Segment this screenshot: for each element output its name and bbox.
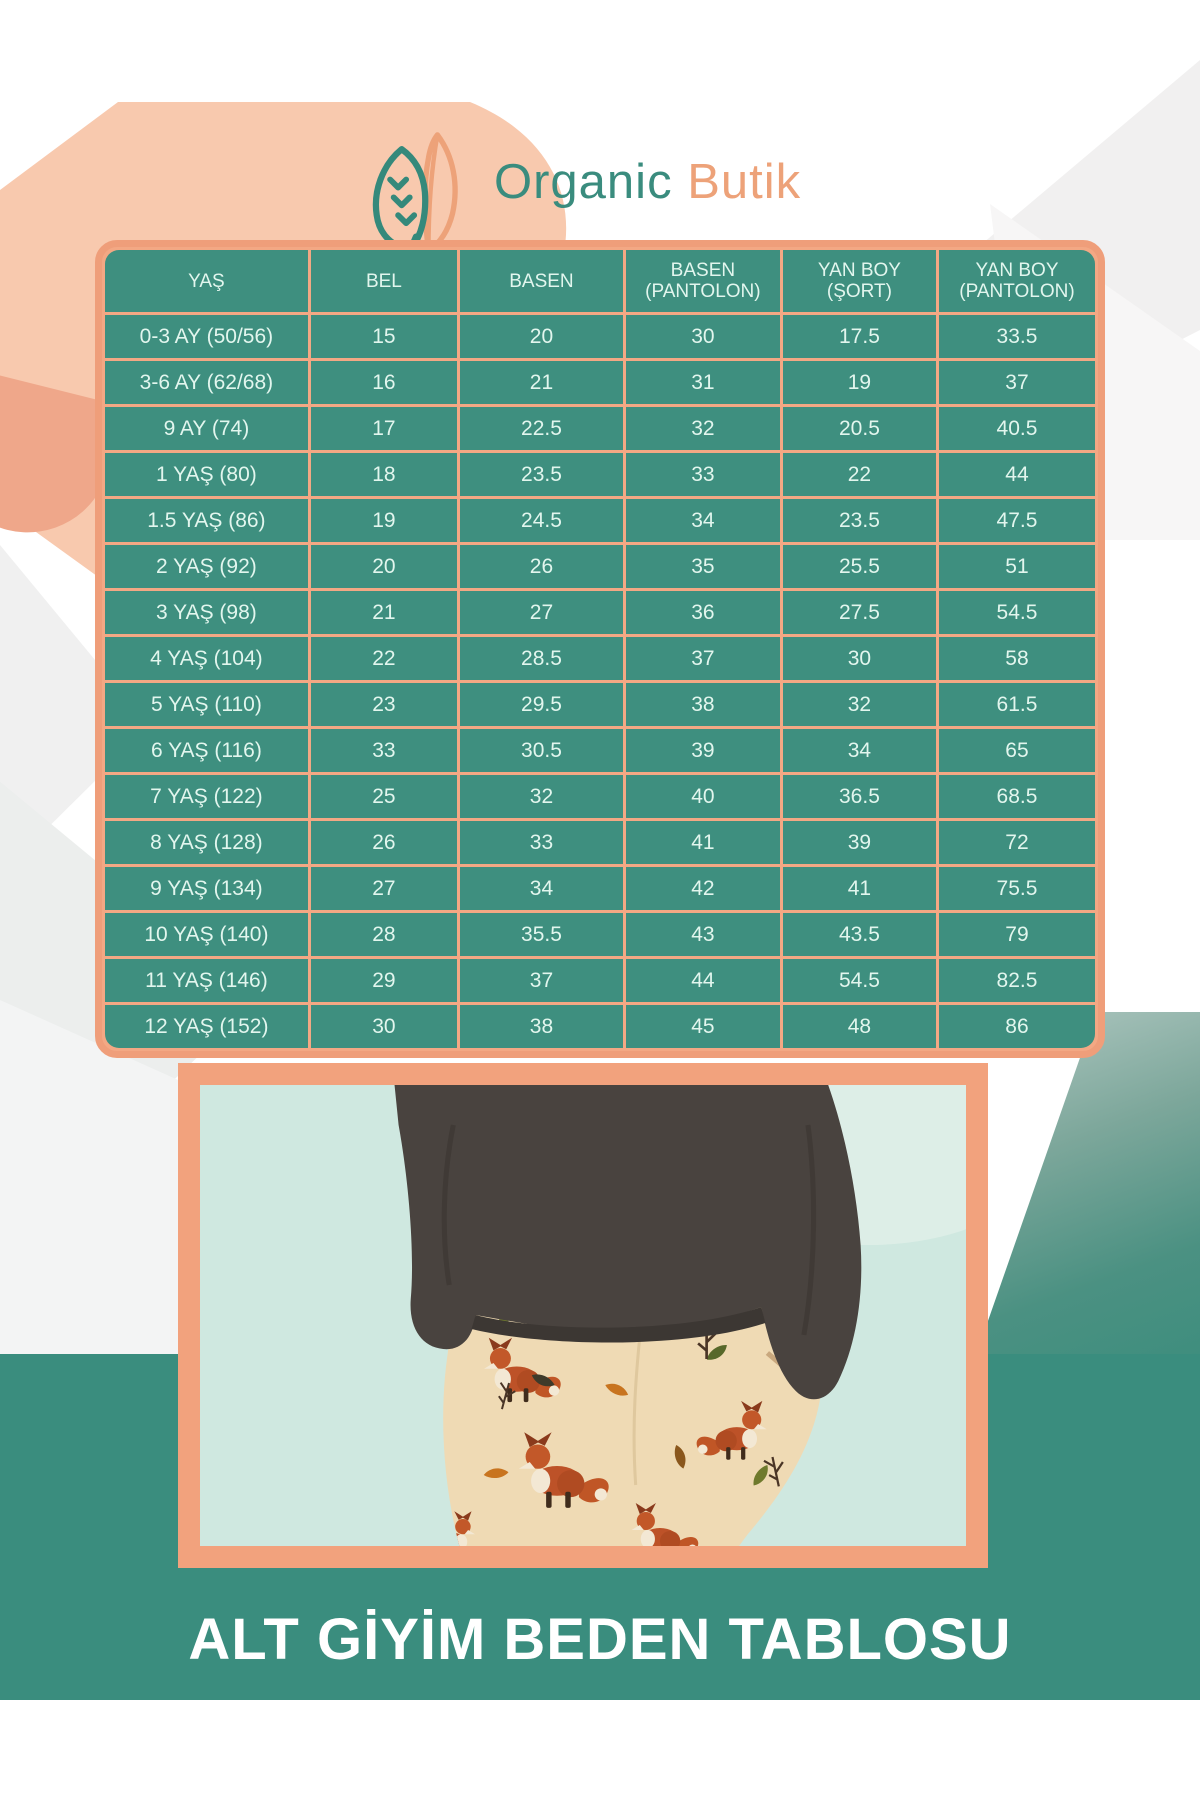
size-value-cell: 72 [939,821,1095,864]
column-header: YAN BOY (ŞORT) [783,250,936,312]
size-value-cell: 25 [311,775,457,818]
table-row [105,821,1095,864]
size-value-cell: 43.5 [783,913,936,956]
size-value-cell: 31 [626,361,780,404]
table-row [105,1005,1095,1048]
banner-title: ALT GİYİM BEDEN TABLOSU [188,1607,1012,1672]
size-value-cell: 37 [939,361,1095,404]
size-value-cell: 30 [783,637,936,680]
size-value-cell: 35.5 [460,913,623,956]
size-value-cell: 33 [626,453,780,496]
size-value-cell: 36 [626,591,780,634]
size-value-cell: 20.5 [783,407,936,450]
age-cell: 1.5 YAŞ (86) [105,499,308,542]
size-value-cell: 27 [460,591,623,634]
size-value-cell: 25.5 [783,545,936,588]
size-value-cell: 29 [311,959,457,1002]
size-value-cell: 30 [626,315,780,358]
age-cell: 9 AY (74) [105,407,308,450]
size-value-cell: 54.5 [783,959,936,1002]
size-value-cell: 28.5 [460,637,623,680]
size-value-cell: 51 [939,545,1095,588]
age-cell: 0-3 AY (50/56) [105,315,308,358]
size-value-cell: 16 [311,361,457,404]
size-value-cell: 39 [626,729,780,772]
size-value-cell: 44 [626,959,780,1002]
age-cell: 3-6 AY (62/68) [105,361,308,404]
size-value-cell: 41 [626,821,780,864]
size-value-cell: 48 [783,1005,936,1048]
age-cell: 5 YAŞ (110) [105,683,308,726]
size-value-cell: 20 [311,545,457,588]
table-header-row [105,250,1095,312]
size-value-cell: 19 [311,499,457,542]
size-value-cell: 86 [939,1005,1095,1048]
size-value-cell: 40.5 [939,407,1095,450]
age-cell: 8 YAŞ (128) [105,821,308,864]
size-value-cell: 47.5 [939,499,1095,542]
size-value-cell: 33 [311,729,457,772]
size-value-cell: 33.5 [939,315,1095,358]
size-value-cell: 22 [311,637,457,680]
size-value-cell: 68.5 [939,775,1095,818]
size-value-cell: 18 [311,453,457,496]
size-value-cell: 26 [460,545,623,588]
size-value-cell: 42 [626,867,780,910]
size-value-cell: 32 [460,775,623,818]
table-row [105,959,1095,1002]
size-value-cell: 33 [460,821,623,864]
size-value-cell: 17 [311,407,457,450]
size-value-cell: 34 [626,499,780,542]
size-value-cell: 34 [783,729,936,772]
size-value-cell: 22.5 [460,407,623,450]
table-row [105,407,1095,450]
age-cell: 1 YAŞ (80) [105,453,308,496]
size-value-cell: 24.5 [460,499,623,542]
table-row [105,729,1095,772]
size-value-cell: 35 [626,545,780,588]
size-value-cell: 40 [626,775,780,818]
size-value-cell: 23.5 [460,453,623,496]
size-value-cell: 37 [460,959,623,1002]
size-value-cell: 32 [783,683,936,726]
age-cell: 6 YAŞ (116) [105,729,308,772]
fox-pants-photo-illustration [200,1085,966,1546]
size-value-cell: 27 [311,867,457,910]
age-cell: 2 YAŞ (92) [105,545,308,588]
age-cell: 12 YAŞ (152) [105,1005,308,1048]
size-value-cell: 20 [460,315,623,358]
table-row [105,499,1095,542]
size-value-cell: 21 [311,591,457,634]
size-value-cell: 79 [939,913,1095,956]
size-value-cell: 23 [311,683,457,726]
column-header: BEL [311,250,457,312]
size-value-cell: 26 [311,821,457,864]
size-value-cell: 27.5 [783,591,936,634]
product-photo [178,1063,988,1568]
size-value-cell: 34 [460,867,623,910]
size-value-cell: 41 [783,867,936,910]
age-cell: 9 YAŞ (134) [105,867,308,910]
size-value-cell: 22 [783,453,936,496]
size-value-cell: 82.5 [939,959,1095,1002]
age-cell: 11 YAŞ (146) [105,959,308,1002]
table-row [105,453,1095,496]
brand-name-secondary: Butik [687,155,802,209]
size-value-cell: 30.5 [460,729,623,772]
size-value-cell: 29.5 [460,683,623,726]
table-row [105,361,1095,404]
size-table [95,240,1105,1058]
size-value-cell: 32 [626,407,780,450]
brand-name-primary: Organic [494,155,673,209]
table-row [105,775,1095,818]
size-value-cell: 30 [311,1005,457,1048]
table-row [105,545,1095,588]
column-header: YAN BOY (PANTOLON) [939,250,1095,312]
size-value-cell: 65 [939,729,1095,772]
size-value-cell: 17.5 [783,315,936,358]
table-row [105,637,1095,680]
brand-name [494,154,801,210]
size-value-cell: 19 [783,361,936,404]
size-value-cell: 39 [783,821,936,864]
size-value-cell: 61.5 [939,683,1095,726]
table-row [105,867,1095,910]
table-row [105,913,1095,956]
size-value-cell: 58 [939,637,1095,680]
size-value-cell: 15 [311,315,457,358]
size-value-cell: 36.5 [783,775,936,818]
age-cell: 7 YAŞ (122) [105,775,308,818]
table-row [105,315,1095,358]
age-cell: 3 YAŞ (98) [105,591,308,634]
size-value-cell: 21 [460,361,623,404]
size-value-cell: 43 [626,913,780,956]
column-header: YAŞ [105,250,308,312]
size-value-cell: 45 [626,1005,780,1048]
size-value-cell: 23.5 [783,499,936,542]
age-cell: 4 YAŞ (104) [105,637,308,680]
size-value-cell: 44 [939,453,1095,496]
size-value-cell: 54.5 [939,591,1095,634]
column-header: BASEN (PANTOLON) [626,250,780,312]
column-header: BASEN [460,250,623,312]
size-value-cell: 38 [460,1005,623,1048]
table-row [105,591,1095,634]
table-row [105,683,1095,726]
size-value-cell: 38 [626,683,780,726]
size-value-cell: 37 [626,637,780,680]
size-value-cell: 28 [311,913,457,956]
age-cell: 10 YAŞ (140) [105,913,308,956]
size-value-cell: 75.5 [939,867,1095,910]
